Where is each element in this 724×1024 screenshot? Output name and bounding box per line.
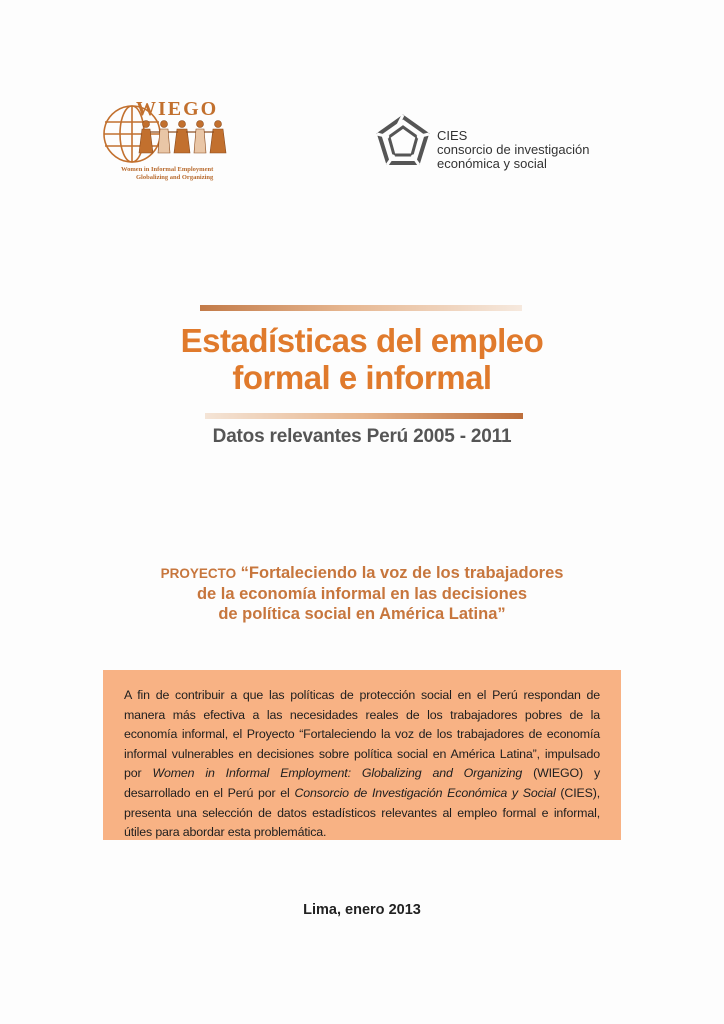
title-line-2: formal e informal: [232, 359, 492, 396]
project-line-1-text: “Fortaleciendo la voz de los trabajadores: [240, 564, 564, 582]
title-line-1: Estadísticas del empleo: [180, 322, 544, 359]
info-italic-wiego: Women in Informal Employment: Globalizing and Organizing: [152, 766, 523, 781]
info-text-part-3: (CIES), presenta una selección de datos estadísticos relevantes al empleo formal e informal, útiles para abordar esta problemática.: [124, 785, 600, 840]
project-line-3: de política social en América Latina”: [218, 605, 506, 623]
title-rule-top: [200, 305, 522, 311]
cies-pentagon-icon: [375, 113, 431, 169]
project-line-2: de la economía informal en las decisiones: [196, 585, 528, 603]
info-text-part-1: A fin de contribuir a que las políticas de protección social en el Perú respondan de manera más efectiva a las necesidades reales de los trabajadores pobres de la economía informal, el Proyecto “Fortaleciendo la voz de los trabajadores de economía informal vulnerables en decisiones sobre política social en América Latina”, impulsado por: [124, 688, 600, 781]
wiego-tagline-2: Globalizing and Organizing: [136, 174, 214, 181]
subtitle: Datos relevantes Perú 2005 - 2011: [212, 426, 512, 447]
cies-line-1: consorcio de investigación: [437, 142, 590, 157]
wiego-logo: [100, 100, 235, 185]
info-text-part-2: (WIEGO) y desarrollado en el Perú por el: [124, 766, 600, 800]
project-keyword: PROYECTO: [160, 566, 237, 581]
wiego-tagline-1: Women in Informal Employment: [121, 166, 214, 173]
wiego-wordmark: WIEGO: [136, 98, 219, 120]
cies-logo: [375, 113, 635, 173]
cies-acronym: CIES: [437, 128, 468, 143]
page-title: [150, 322, 574, 396]
info-box: [103, 670, 621, 840]
cies-text: [437, 129, 589, 171]
place-date: Lima, enero 2013: [303, 902, 421, 918]
project-title: [130, 563, 594, 624]
info-italic-cies: Consorcio de Investigación Económica y Social: [294, 785, 556, 800]
cies-line-2: económica y social: [437, 156, 547, 171]
project-line-1: [130, 563, 594, 584]
info-paragraph: [124, 686, 600, 843]
title-rule-bottom: [205, 413, 523, 419]
